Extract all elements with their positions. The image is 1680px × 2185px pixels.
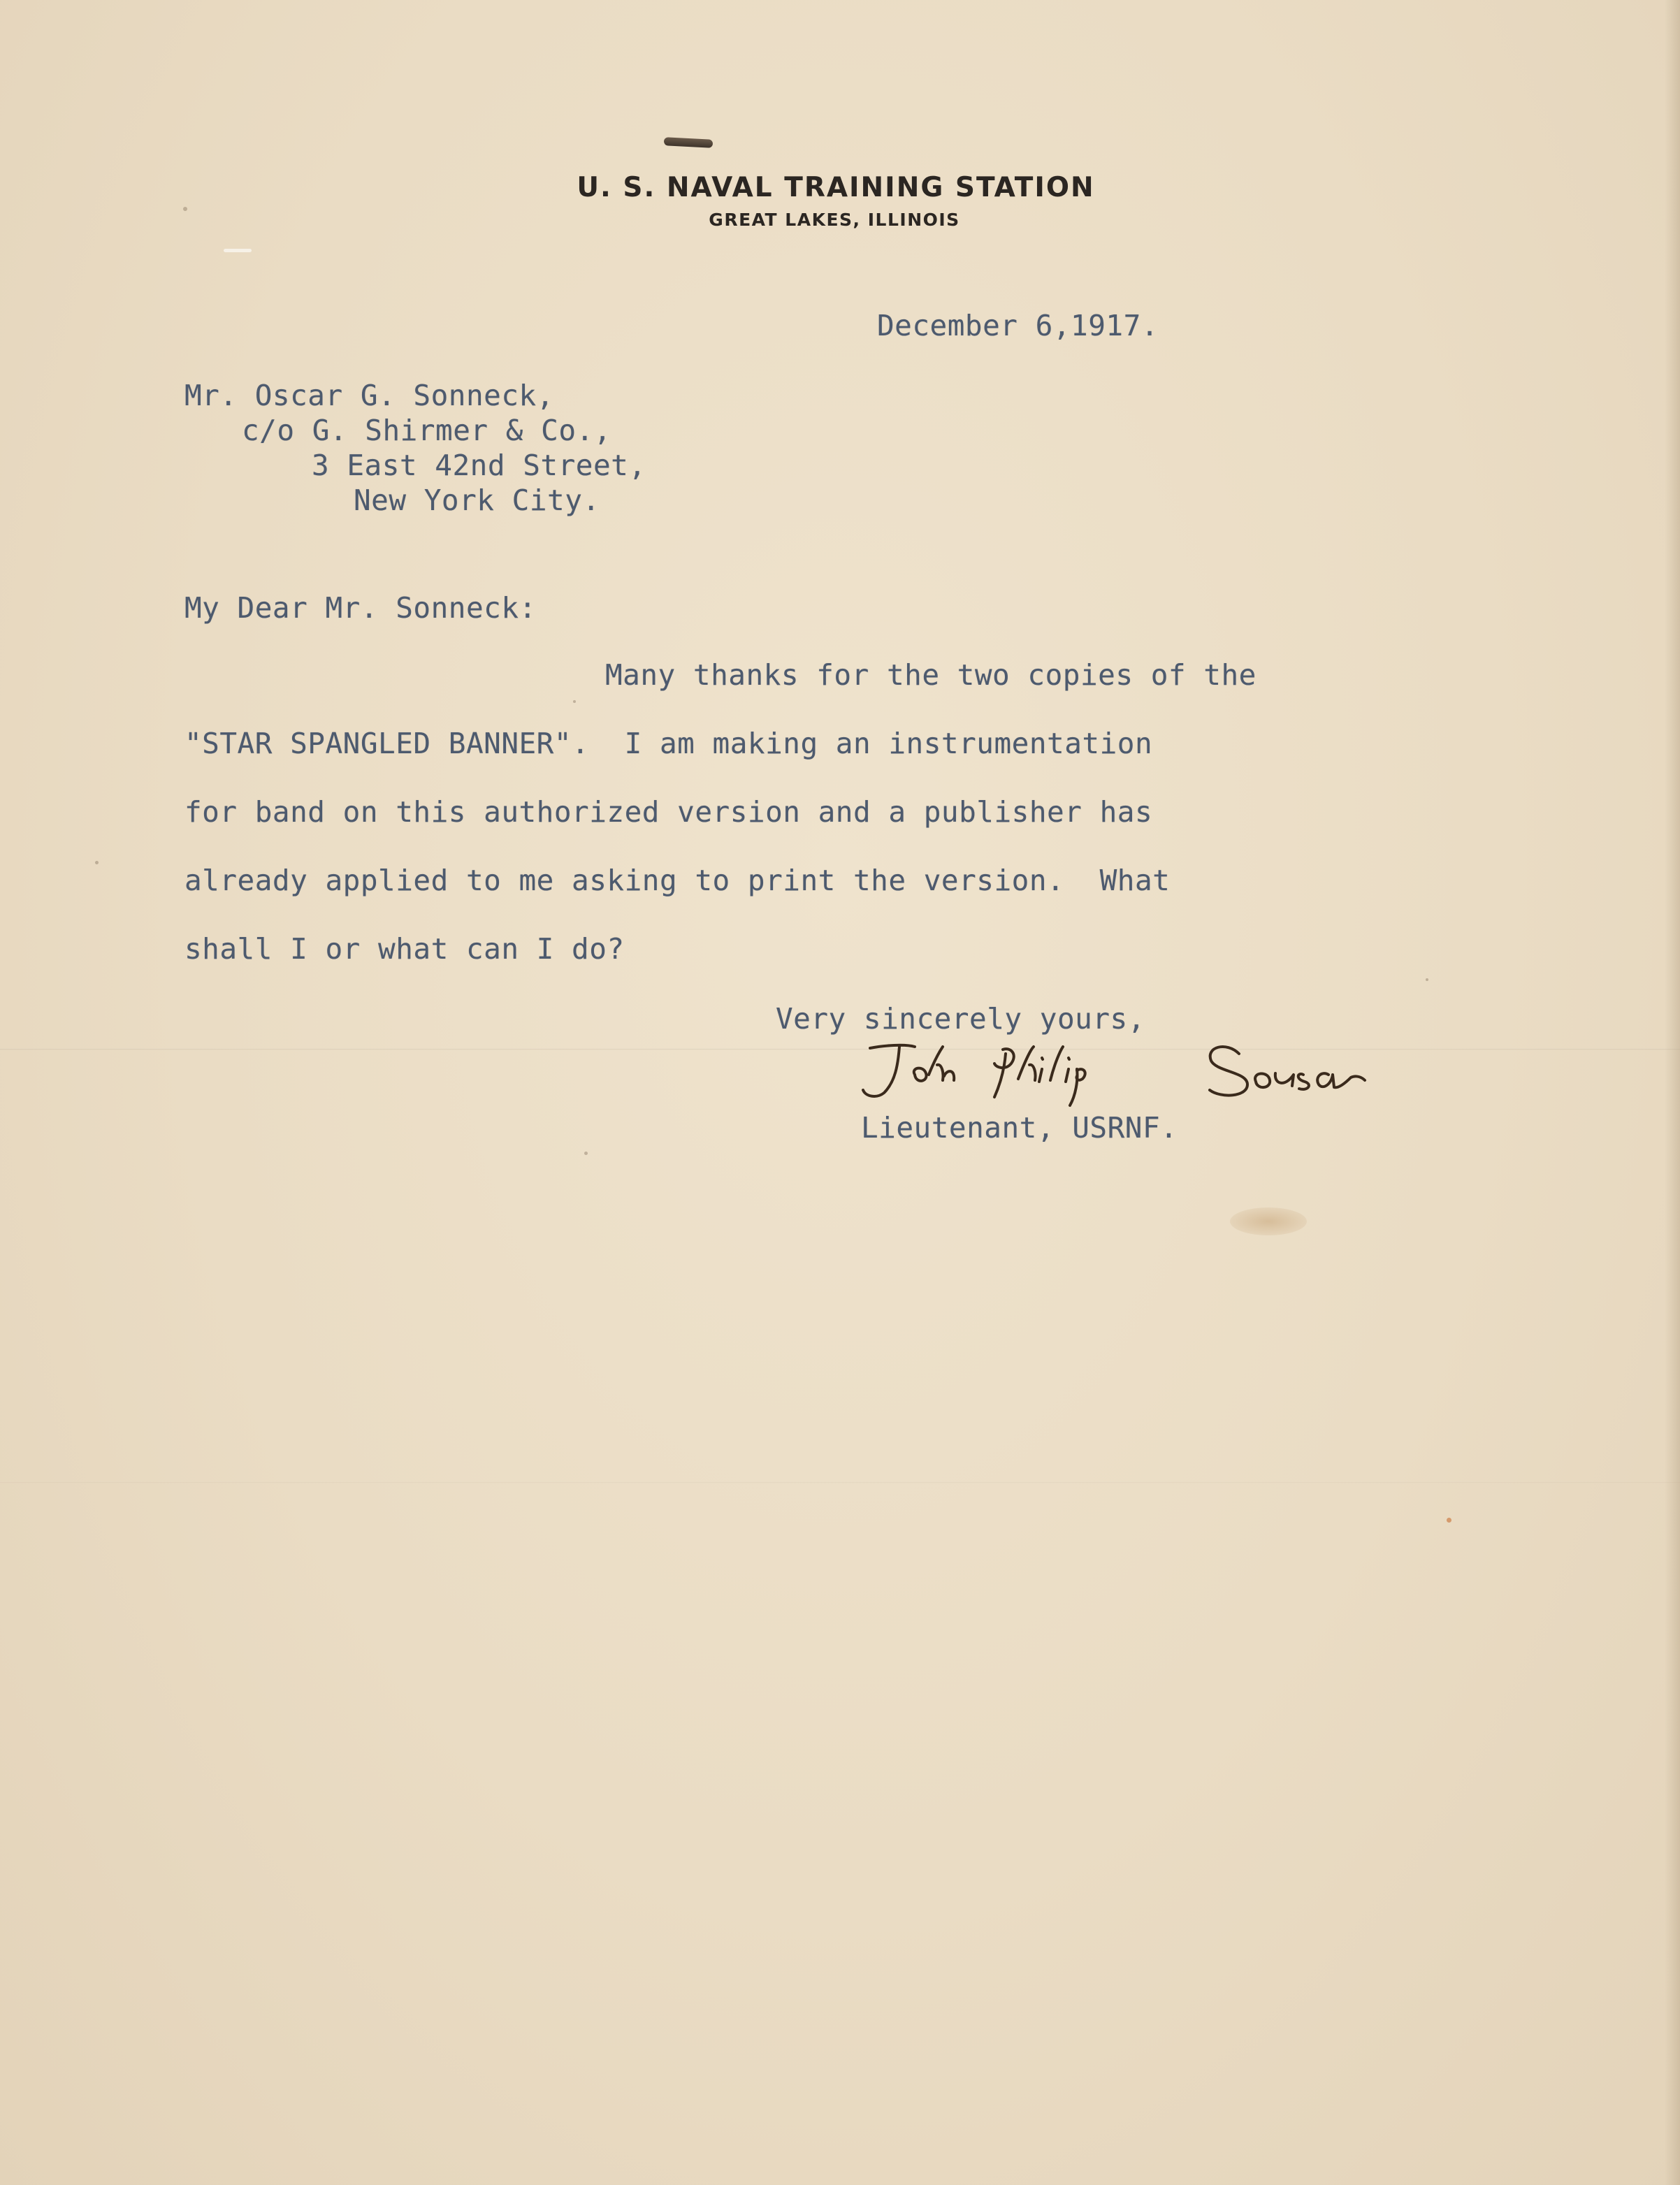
staple-mark xyxy=(664,137,714,148)
recipient-street: 3 East 42nd Street, xyxy=(312,449,646,482)
body-line-3: for band on this authorized version and a publisher has xyxy=(184,795,1153,829)
paper-stain xyxy=(1230,1207,1307,1235)
body-line-4: already applied to me asking to print the version. What xyxy=(184,864,1171,897)
paper-speck xyxy=(573,700,576,703)
body-line-2: "STAR SPANGLED BANNER". I am making an instrumentation xyxy=(184,727,1153,760)
letterhead-subtitle: GREAT LAKES, ILLINOIS xyxy=(709,210,960,230)
paper-edge-shadow xyxy=(1665,0,1680,2185)
recipient-name: Mr. Oscar G. Sonneck, xyxy=(184,379,554,412)
salutation: My Dear Mr. Sonneck: xyxy=(184,591,537,625)
body-line-1: Many thanks for the two copies of the xyxy=(605,658,1257,692)
signature-image xyxy=(856,1033,1429,1117)
body-line-5: shall I or what can I do? xyxy=(184,932,625,966)
paper-speck xyxy=(584,1152,588,1155)
paper-speck xyxy=(1447,1518,1451,1523)
paper-speck xyxy=(95,861,99,864)
paper-speck xyxy=(1426,978,1428,981)
letterhead-title: U. S. NAVAL TRAINING STATION xyxy=(577,172,1095,203)
letter-date: December 6,1917. xyxy=(877,309,1159,342)
signer-title: Lieutenant, USRNF. xyxy=(861,1111,1178,1145)
recipient-city: New York City. xyxy=(354,484,600,517)
fold-line xyxy=(0,1481,1680,1483)
closing: Very sincerely yours, xyxy=(776,1002,1145,1036)
paper-speck xyxy=(224,249,252,252)
recipient-care-of: c/o G. Shirmer & Co., xyxy=(242,414,611,447)
